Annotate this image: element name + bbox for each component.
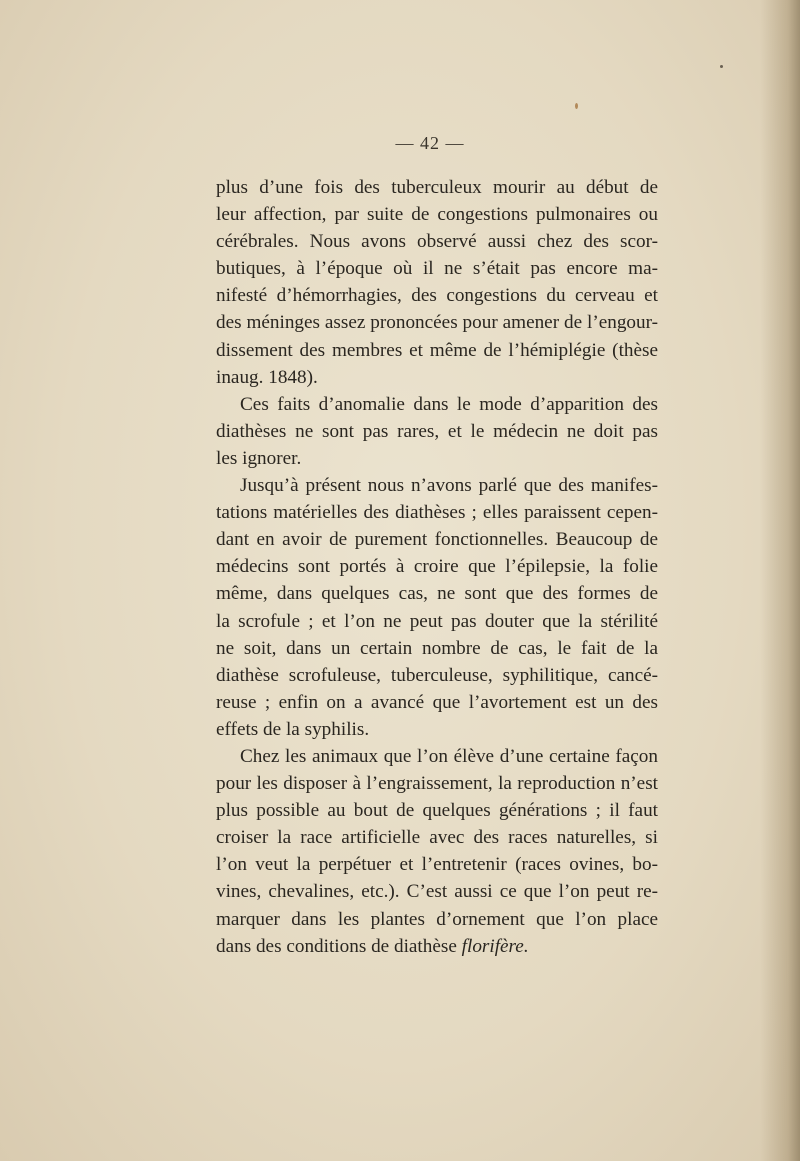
text-line: nifesté d’hémorrhagies, des congestions du cerveau et: [216, 285, 658, 307]
italic-term: florifère.: [461, 935, 529, 957]
text-line: Ces faits d’anomalie dans le mode d’apparition des: [240, 393, 658, 415]
text-line: dissement des membres et même de l’hémiplégie (thèse: [216, 339, 658, 361]
text-line: plus d’une fois des tuberculeux mourir au début de: [216, 177, 658, 198]
text-line: effets de la syphilis.: [216, 718, 370, 740]
text-line: les ignorer.: [216, 447, 302, 469]
text-line: dant en avoir de purement fonctionnelles. Beaucoup de: [216, 529, 658, 551]
text-line: diathèses ne sont pas rares, et le médecin ne doit pas: [216, 420, 658, 442]
text-line: Chez les animaux que l’on élève d’une certaine façon: [240, 745, 658, 767]
text-line: croiser la race artificielle avec des races naturelles, si: [216, 827, 658, 849]
text-line: cérébrales. Nous avons observé aussi chez des scor-: [216, 231, 658, 253]
text-line: plus possible au bout de quelques générations ; il faut: [216, 800, 658, 822]
text-line: médecins sont portés à croire que l’épilepsie, la folie: [216, 556, 658, 578]
text-line: Jusqu’à présent nous n’avons parlé que des manifes-: [240, 475, 658, 497]
text-line: butiques, à l’époque où il ne s’était pas encore ma-: [216, 258, 658, 280]
text-line: vines, chevalines, etc.). C’est aussi ce que l’on peut re-: [216, 881, 658, 903]
text-line: diathèse scrofuleuse, tuberculeuse, syphilitique, cancé-: [216, 664, 658, 686]
text-line: leur affection, par suite de congestions pulmonaires ou: [216, 204, 658, 226]
paper-speck: [575, 103, 578, 109]
text-line: inaug. 1848).: [216, 366, 318, 388]
final-line-text: dans des conditions de diathèse: [216, 935, 462, 957]
text-line: ne soit, dans un certain nombre de cas, le fait de la: [216, 637, 658, 659]
page-number: — 42 —: [395, 133, 465, 153]
text-line: la scrofule ; et l’on ne peut pas douter que la stérilité: [216, 610, 658, 632]
text-line-final: [216, 933, 658, 960]
text-line: marquer dans les plantes d’ornement que l’on place: [216, 908, 658, 930]
text-line: des méninges assez prononcées pour amener de l’engour-: [216, 312, 658, 334]
page-edge-shadow: [760, 0, 800, 1161]
text-line: tations matérielles des diathèses ; elles paraissent cepen-: [216, 502, 658, 524]
body-text: [216, 174, 658, 960]
text-line: même, dans quelques cas, ne sont que des formes de: [216, 583, 658, 605]
paper-speck: [720, 65, 723, 68]
text-line: l’on veut la perpétuer et l’entretenir (races ovines, bo-: [216, 854, 658, 876]
text-line: pour les disposer à l’engraissement, la reproduction n’est: [216, 773, 658, 795]
text-line: reuse ; enfin on a avancé que l’avortement est un des: [216, 691, 658, 713]
